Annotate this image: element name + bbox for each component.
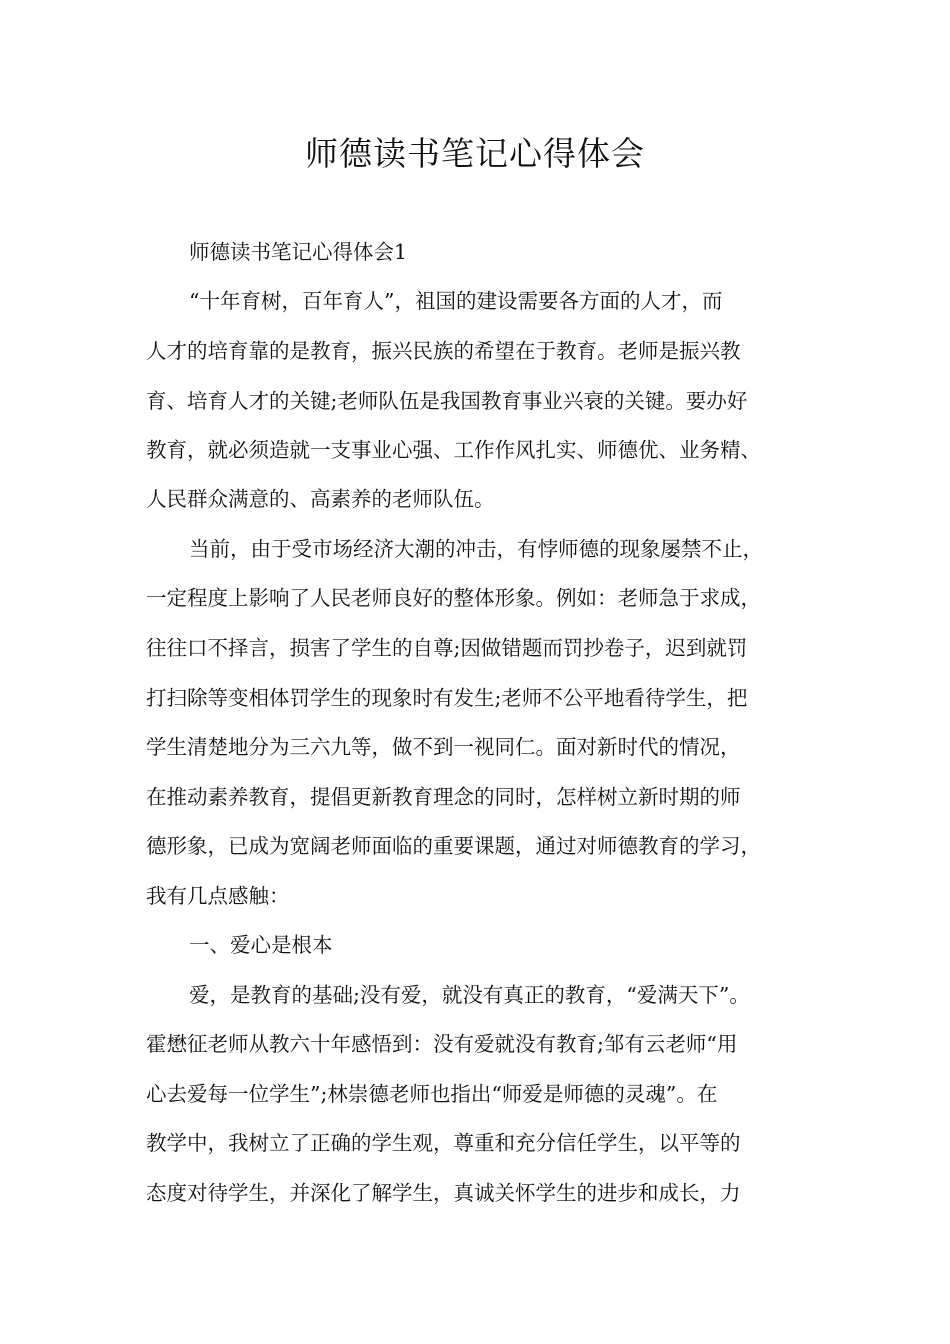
paragraph-line: 德形象，已成为宽阔老师面临的重要课题，通过对师德教育的学习，: [146, 834, 761, 858]
paragraph-line: 人才的培育靠的是教育，振兴民族的希望在于教育。老师是振兴教: [146, 339, 741, 363]
section-heading: 一、爱心是根本: [189, 933, 333, 957]
paragraph-line: 打扫除等变相体罚学生的现象时有发生;老师不公平地看待学生，把: [146, 686, 748, 710]
paragraph-line: 人民群众满意的、高素养的老师队伍。: [146, 487, 495, 511]
paragraph-line: 教学中，我树立了正确的学生观，尊重和充分信任学生，以平等的: [146, 1131, 741, 1155]
paragraph-line: 爱，是教育的基础;没有爱，就没有真正的教育，“爱满天下”。: [189, 983, 750, 1007]
paragraph-line: 往往口不择言，损害了学生的自尊;因做错题而罚抄卷子，迟到就罚: [146, 636, 748, 660]
section-heading: 师德读书笔记心得体会1: [189, 240, 408, 264]
paragraph-line: 我有几点感触：: [146, 884, 290, 908]
paragraph-line: 当前，由于受市场经济大潮的冲击，有悖师德的现象屡禁不止，: [189, 537, 763, 561]
paragraph-line: “十年育树，百年育人”，祖国的建设需要各方面的人才，而: [189, 289, 723, 313]
paragraph-line: 一定程度上影响了人民老师良好的整体形象。例如：老师急于求成，: [146, 586, 761, 610]
document-title: 师德读书笔记心得体会: [305, 134, 645, 173]
paragraph-line: 育、培育人才的关键;老师队伍是我国教育事业兴衰的关键。要办好: [146, 389, 748, 413]
paragraph-line: 态度对待学生，并深化了解学生，真诚关怀学生的进步和成长，力: [146, 1181, 741, 1205]
paragraph-line: 在推动素养教育，提倡更新教育理念的同时，怎样树立新时期的师: [146, 785, 741, 809]
paragraph-line: 学生清楚地分为三六九等，做不到一视同仁。面对新时代的情况，: [146, 735, 741, 759]
paragraph-line: 教育，就必须造就一支事业心强、工作作风扎实、师德优、业务精、: [146, 438, 761, 462]
paragraph-line: 霍懋征老师从教六十年感悟到：没有爱就没有教育;邹有云老师“用: [146, 1032, 738, 1056]
paragraph-line: 心去爱每一位学生”;林崇德老师也指出“师爱是师德的灵魂”。在: [146, 1082, 718, 1106]
